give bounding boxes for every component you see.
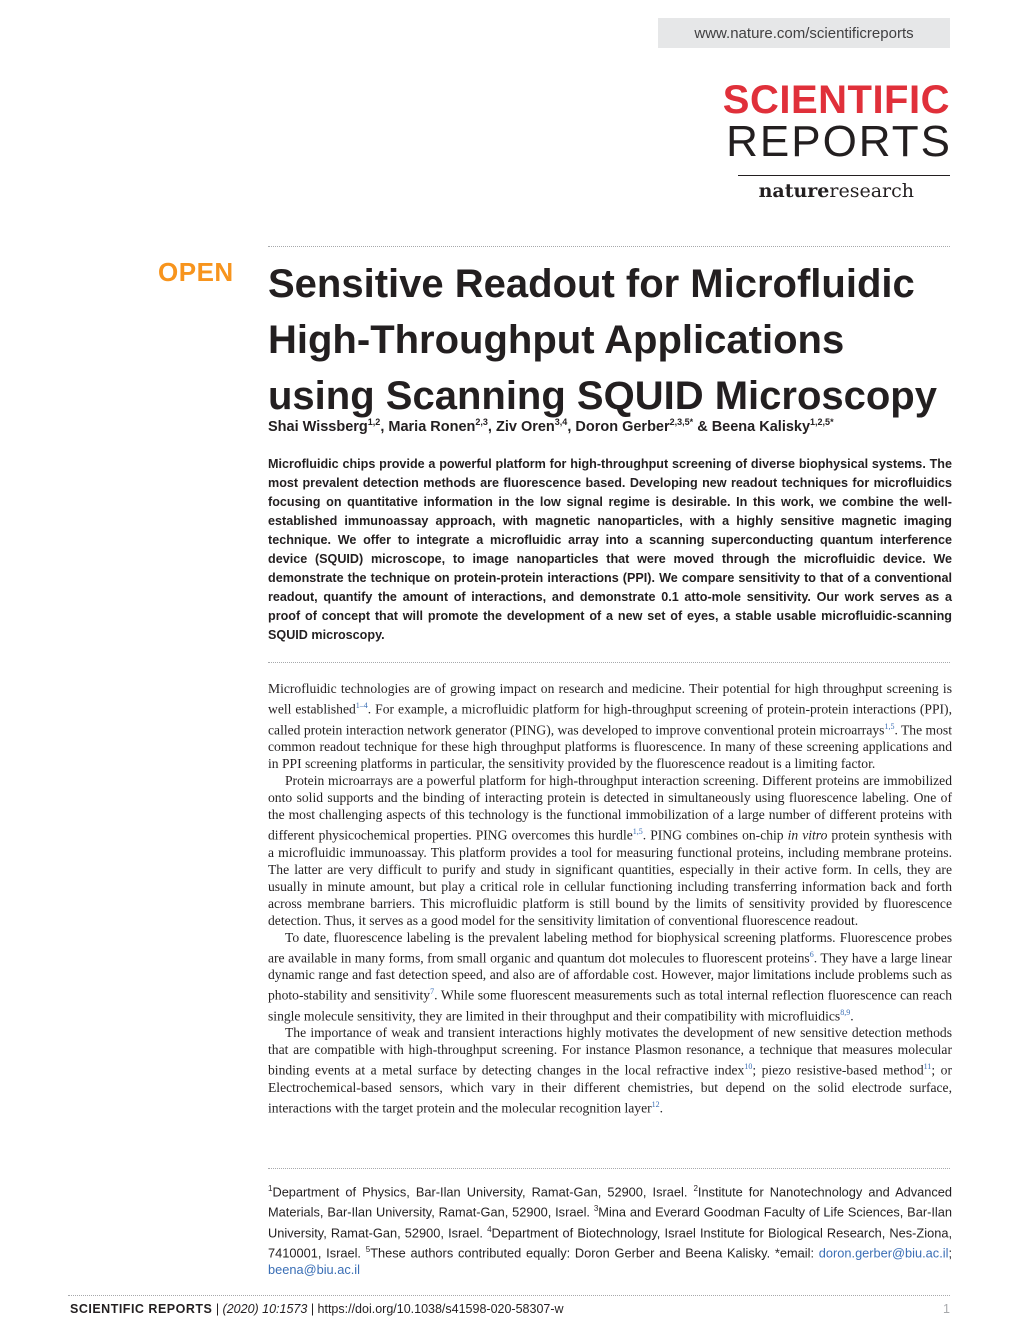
page-number: 1 [943, 1302, 950, 1316]
body-paragraph: To date, fluorescence labeling is the prevalent labeling method for biophysical screening platforms. Fluorescence probes are available in many forms, from small organic and quantum dot molecules to fluorescent proteins$^6$. They have a large linear dynamic range and fast detection speed, and also are of affordable cost. However, major limitations include problems such as photo-stability and sensitivity$^7$. While some fluorescent measurements such as total internal reflection fluorescence can reach single molecule sensitivity, they are limited in their throughput and their compatibility with microfluidics$^{8,9}$. [268, 929, 953, 1024]
title-line: using Scanning SQUID Microscopy [268, 374, 937, 418]
title-line: High-Throughput Applications [268, 318, 845, 362]
open-access-label: OPEN [158, 257, 234, 287]
footer-separator: | [212, 1302, 223, 1316]
logo-divider [738, 175, 950, 176]
title-line: Sensitive Readout for Microfluidic [268, 262, 915, 306]
email-link[interactable]: beena@biu.ac.il [268, 1262, 360, 1278]
title-divider [268, 246, 950, 247]
author-separator: , [487, 418, 496, 435]
citation-ref[interactable]: 1,5 [884, 721, 895, 731]
body-paragraph: The importance of weak and transient interactions highly motivates the development of new sensitive detection methods that are compatible with high-throughput screening. For instance Plasmon resonance, a technique that measures molecular binding events at a metal surface by detecting changes in the local refractive index$^{10}$; piezo resistive-based method$^{11}$; or Electrochemical-based sensors, which vary in their different chemistries, but depend on the solid electrode surface, interactions with the target protein and the molecular recognition layer$^{12}$. [268, 1025, 952, 1116]
author-affiliation-ref: 1,2,5* [810, 417, 834, 427]
citation-ref[interactable]: 7 [430, 987, 435, 997]
author-affiliation-ref: 2,3 [475, 417, 488, 427]
citation-ref[interactable]: 1–4 [355, 701, 368, 710]
body-paragraph: Protein microarrays are a powerful platform for high-throughput interaction screening. Different proteins are immobilized onto solid supports and the binding of interacting protein is detected in simultaneously using fluorescence labeling. One of the most challenging aspects of this technology is the functional immobilization of a large number of different proteins with different physicochemical properties. PING overcomes this hurdle$^{1,5}$. PING combines on-chip in vitro protein synthesis with a microfluidic immunoassay. This platform provides a tool for measuring functional proteins, including membrane proteins. The latter are very difficult to purify and study in significant quantities, especially in their active form. In cells, they are usually in minute amount, but play a critical role in cellular functioning including transferring information back and forth across membrane barriers. This microfluidic platform is still bound by the limits of sensitivity provided by fluorescence detection. Thus, it serves as a good model for the sensitivity limitation of conventional fluorescence readout. [268, 773, 953, 928]
footer-divider [68, 1295, 950, 1296]
author-name: Ziv Oren [495, 418, 555, 435]
author-affiliation-ref: 1,2 [367, 417, 381, 427]
footer-doi[interactable]: | https://doi.org/10.1038/s41598-020-58307-w [307, 1302, 564, 1316]
author-affiliation-ref: 3,4 [554, 417, 568, 427]
page-footer [70, 1302, 950, 1320]
author-separator: & [693, 418, 712, 435]
author-affiliation-ref: 2,3,5* [669, 417, 694, 427]
author-name: Shai Wissberg [268, 418, 368, 435]
affiliations: $^1$Department of Physics, Bar-Ilan University, Ramat-Gan, 52900, Israel. $^2$Institute for Nanotechnology and Advanced Materials, Bar-Ilan University, Ramat-Gan, 52900, Israel. $^3$Mina and Everard Goodman Faculty of Life Sciences, Bar-Ilan University, Ramat-Gan, 52900, Israel. $^4$Department of Biotechnology, Israel Institute for Biological Research, Nes-Ziona, 7410001, Israel. $^5$These authors contributed equally: Doron Gerber and Beena Kalisky. *email: doron.gerber@biu.ac.il; beena@biu.ac.il [268, 1184, 953, 1278]
journal-url[interactable]: www.nature.com/scientificreports [658, 18, 950, 48]
author-separator: , [380, 418, 389, 435]
publisher-logo-research: research [829, 180, 914, 202]
author-name: Beena Kalisky [711, 418, 811, 435]
journal-logo-scientific: SCIENTIFIC [722, 78, 950, 122]
affiliations-divider [268, 1168, 950, 1169]
citation-ref[interactable]: 6 [809, 949, 814, 959]
publisher-logo-nature: nature [758, 180, 830, 202]
author-name: Maria Ronen [388, 418, 476, 435]
publisher-logo [614, 180, 914, 202]
article-title [268, 256, 958, 424]
citation-ref[interactable]: 1,5 [632, 827, 643, 837]
citation-ref[interactable]: 8,9 [840, 1007, 851, 1017]
author-list [268, 417, 958, 435]
citation-ref[interactable]: 10 [744, 1062, 753, 1072]
abstract-divider [268, 662, 950, 663]
body-paragraph: Microfluidic technologies are of growing impact on research and medicine. Their potential for high throughput screening is well established$^{1-4}$. For example, a microfluidic platform for high-throughput screening of protein-protein interactions (PPI), called protein interaction network generator (PING), was developed to improve conventional protein microarrays$^{1,5}$. The most common readout technique for these high throughput platforms is fluorescence. In many of these screening applications and in PPI screening platforms in particular, the sensitivity provided by the fluorescence readout is a limiting factor. [268, 681, 952, 772]
email-link[interactable]: doron.gerber@biu.ac.il [818, 1245, 949, 1261]
abstract: Microfluidic chips provide a powerful platform for high-throughput screening of diverse biophysical systems. The most prevalent detection methods are fluorescence based. Developing new readout techniques for microfluidics focusing on quantitative information in the low signal regime is desirable. In this work, we combine the well-established immunoassay approach, with magnetic nanoparticles, with a highly sensitive magnetic imaging technique. We offer to integrate a microfluidic array into a scanning superconducting quantum interference device (SQUID) microscope, to image nanoparticles that were moved through the microfluidic device. We demonstrate the technique on protein-protein interactions (PPI). We compare sensitivity to that of a conventional readout, quantify the amount of interactions, and demonstrate 0.1 atto-mole sensitivity. Our work serves as a proof of concept that will promote the development of a new set of eyes, a stable usable microfluidic-scanning SQUID microscopy. [268, 457, 952, 642]
footer-citation: (2020) 10:1573 [222, 1302, 308, 1316]
citation-ref[interactable]: 12 [651, 1099, 660, 1109]
citation-ref[interactable]: 11 [923, 1062, 932, 1072]
author-name: Doron Gerber [575, 418, 670, 435]
article-body [268, 680, 952, 1116]
author-separator: , [567, 418, 576, 435]
footer-journal: SCIENTIFIC REPORTS [70, 1302, 213, 1316]
journal-logo-reports: REPORTS [726, 117, 952, 166]
